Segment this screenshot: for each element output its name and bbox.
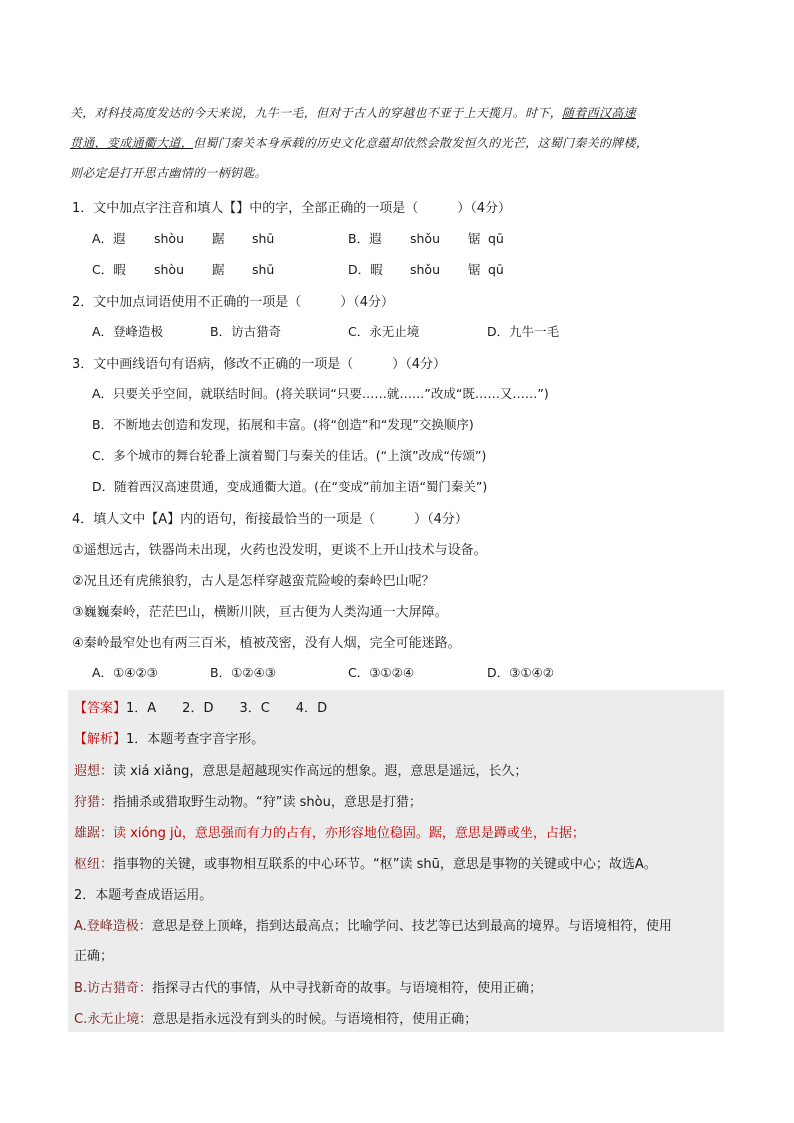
analysis-item: 雄踞：读 xióng jù，意思强而有力的占有，亦形容地位稳固。踞，意思是蹲或坐，占据； [74,826,585,841]
analysis-q2-intro: 2．本题考查成语运用。 [74,888,213,903]
analysis-label: 【解析】 [74,732,127,747]
question-1-stem: 1．文中加点字注音和填人【】中的字，全部正确的一项是（ ）（4分） [72,201,512,216]
q2-option-a: A．登峰造极 [92,324,164,339]
analysis-item: 遐想：读 xiá xiǎng，意思是超越现实作高远的想象。遐，意思是遥远，长久； [74,764,528,779]
q4-option-d: D．③①④② [487,665,554,680]
q3-option-c: C．多个城市的舞台轮番上演着蜀门与秦关的佳话。(“上演”改成“传颂”) [92,448,487,463]
passage-line-2 [70,134,648,151]
q2-option-d: D．九牛一毛 [487,324,560,339]
analysis-item: 狩猎：指捕杀或猎取野生动物。“狩”读 shòu，意思是打猎； [74,795,422,810]
q3-option-b: B．不断地去创造和发现，拓展和丰富。(将“创造”和“发现”交换顺序) [92,417,474,432]
q1-option-c: C．暇 shòu 踞 shū [92,262,275,277]
underlined-text: 贯通，变成通衢大道， [70,136,194,150]
q1-option-b: B．遐 shǒu 锯 qū [348,231,504,246]
q4-sentence-2: ②况且还有虎熊狼豹，古人是怎样穿越蛮荒险峻的秦岭巴山呢？ [72,574,435,589]
analysis-item: 枢纽：指事物的关键，或事物相互联系的中心环节。“枢”读 shū，意思是事物的关键或中心；故选A。 [74,857,657,872]
analysis-item: B.访古猎奇：指探寻古代的事情，从中寻找新奇的故事。与语境相符，使用正确； [74,981,543,996]
passage-line-1 [70,104,636,121]
passage-line-3 [70,164,267,181]
q4-option-a: A．①④②③ [92,665,158,680]
q4-sentence-4: ④秦岭最窄处也有两三百米，植被茂密，没有人烟，完全可能迷路。 [72,636,461,651]
analysis-item: C.永无止境：意思是指永远没有到头的时候。与语境相符，使用正确； [74,1012,478,1027]
answer-label: 【答案】 [74,701,127,716]
q4-option-b: B．①②④③ [210,665,276,680]
passage-text: 则必定是打开思古幽情的一柄钥匙。 [70,166,267,180]
q2-option-c: C．永无止境 [348,324,420,339]
question-3-stem: 3．文中画线语句有语病，修改不正确的一项是（ ）（4分） [72,357,447,372]
answer-text: 1．A 2．D 3．C 4．D [126,701,328,716]
underlined-text: 随着西汉高速 [562,106,636,120]
question-4-stem: 4．填人文中【A】内的语句，衔接最恰当的一项是（ ）（4分） [72,512,468,527]
q4-option-c: C．③①②④ [348,665,415,680]
analysis-item-continued: 正确； [74,949,114,964]
question-2-stem: 2．文中加点词语使用不正确的一项是（ ）（4分） [72,295,395,310]
analysis-intro: 1．本题考查字音字形。 [126,732,265,747]
q4-sentence-3: ③巍巍秦岭，茫茫巴山，横断川陕，亘古便为人类沟通一大屏障。 [72,605,448,620]
analysis-item: A.登峰造极：意思是登上顶峰，指到达最高点；比喻学问、技艺等已达到最高的境界。与语境相符，使用 [74,919,672,934]
analysis-line [74,728,264,747]
q4-sentence-1: ①遥想远古，铁器尚未出现，火药也没发明，更谈不上开山技术与设备。 [72,543,487,558]
passage-text: 但蜀门秦关本身承载的历史文化意蕴却依然会散发恒久的光芒，这蜀门秦关的牌楼， [193,136,649,150]
answer-line [74,697,327,716]
q1-option-a: A．遐 shòu 踞 shū [92,231,275,246]
passage-text: 关，对科技高度发达的今天来说，九牛一毛，但对于古人的穿越也不亚于上天揽月。时下， [70,106,563,120]
q3-option-a: A．只要关乎空间，就联结时间。(将关联词“只要……就……”改成“既……又……”) [92,386,549,401]
q3-option-d: D．随着西汉高速贯通，变成通衢大道。(在“变成”前加主语“蜀门秦关”) [92,479,488,494]
q1-option-d: D．暇 shǒu 锯 qū [348,262,504,277]
q2-option-b: B．访古猎奇 [210,324,282,339]
